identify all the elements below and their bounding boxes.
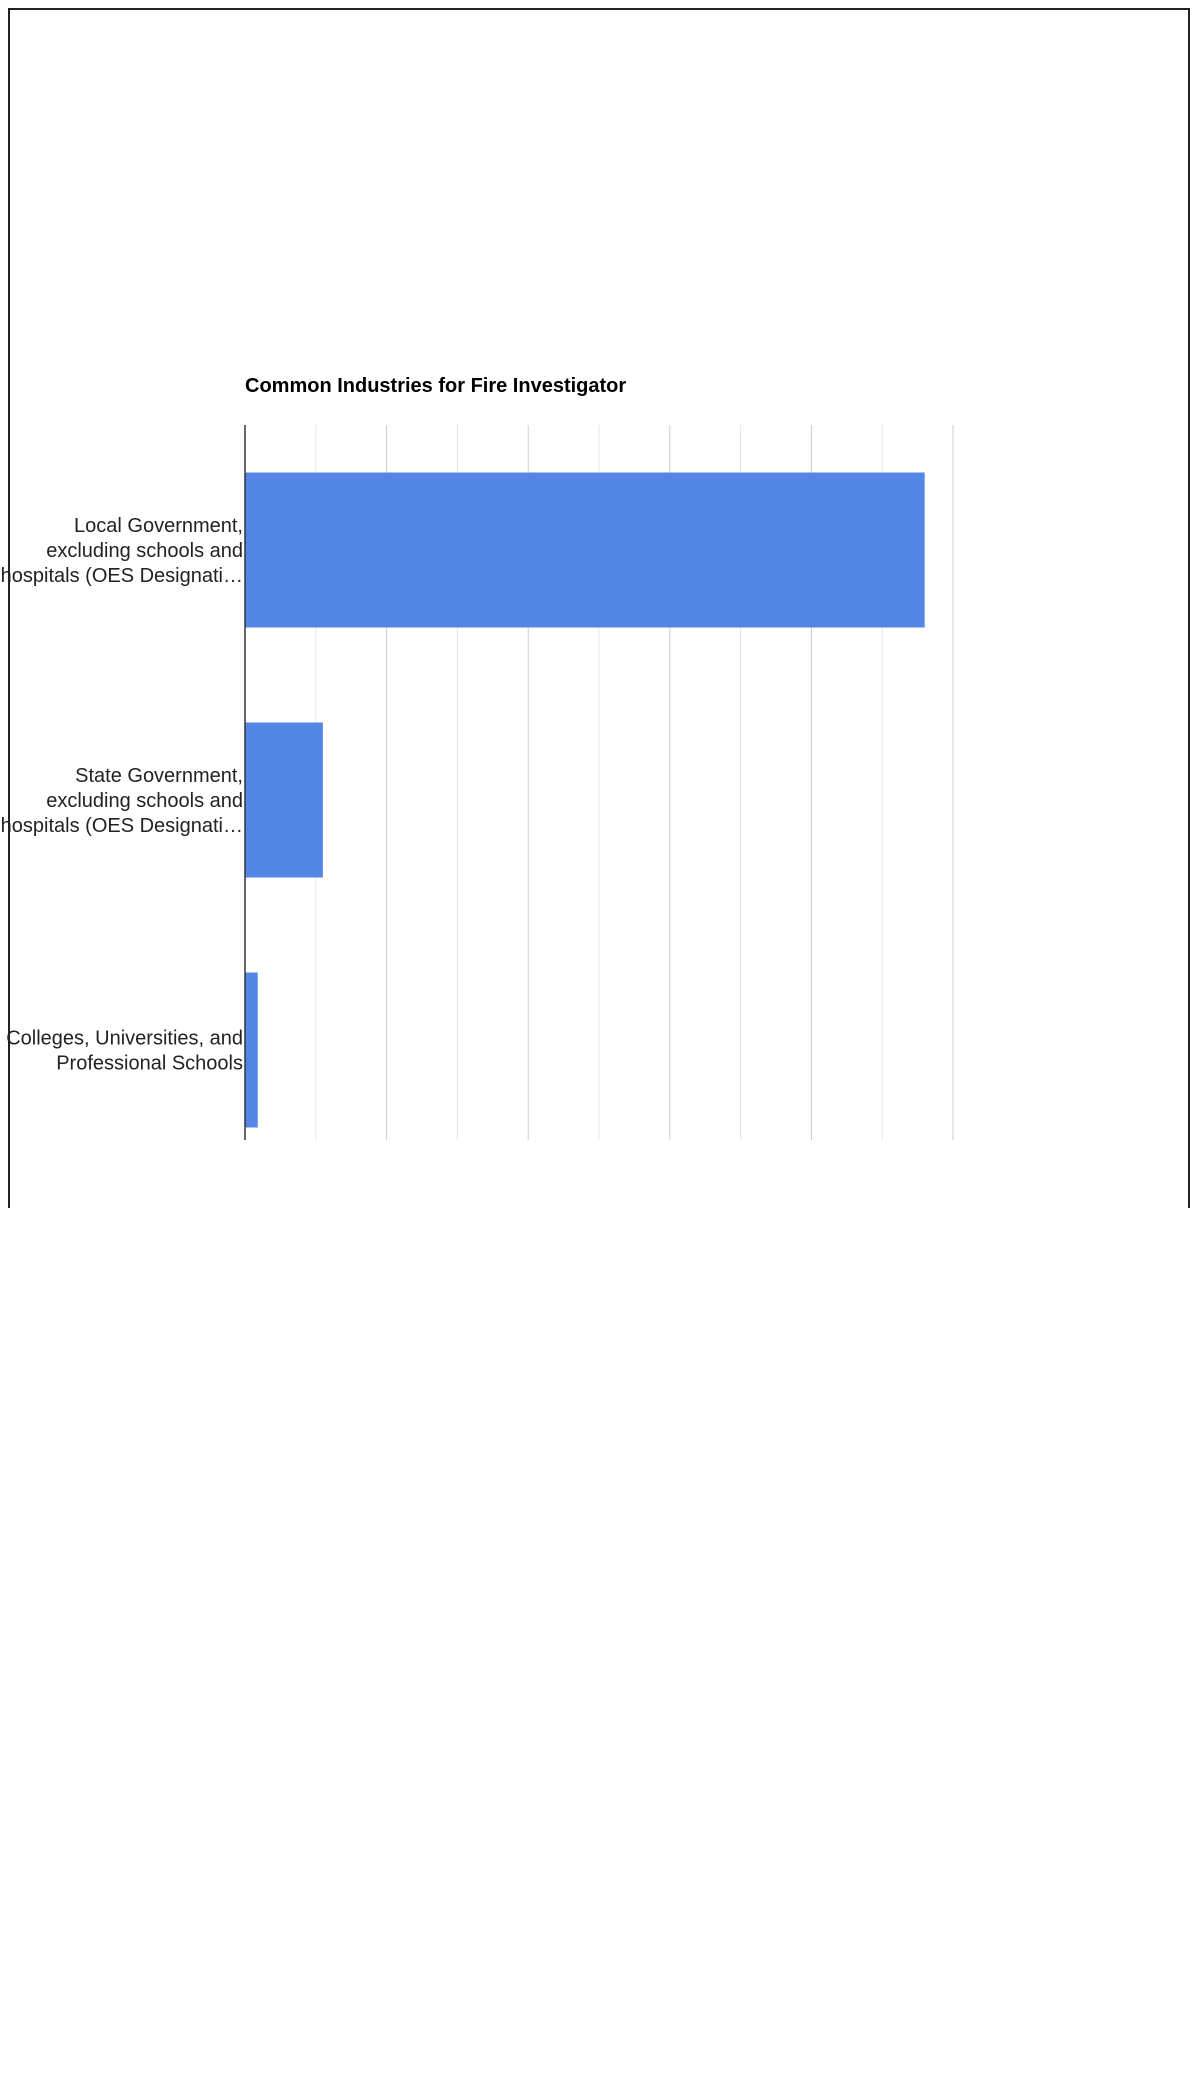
category-label-line: excluding schools and [46,790,243,812]
category-label-line: Colleges, Universities, and [6,1027,243,1050]
category-label-line: hospitals (OES Designati… [0,565,243,587]
category-labels [1,515,243,1075]
bar-1 [245,473,925,628]
category-label-line: Local Government, [74,515,243,537]
category-label-line: excluding schools and [46,540,243,562]
category-label-2 [1,765,243,837]
bars [245,473,925,1128]
category-label-1 [1,515,243,587]
category-label-line: Professional Schools [56,1052,243,1075]
bar-3 [245,973,258,1128]
category-label-line: hospitals (OES Designati… [0,815,243,837]
chart-title: Common Industries for Fire Investigator [245,375,627,397]
category-label-3 [6,1028,243,1075]
category-label-line: State Government, [75,765,243,787]
bar-2 [245,723,323,878]
